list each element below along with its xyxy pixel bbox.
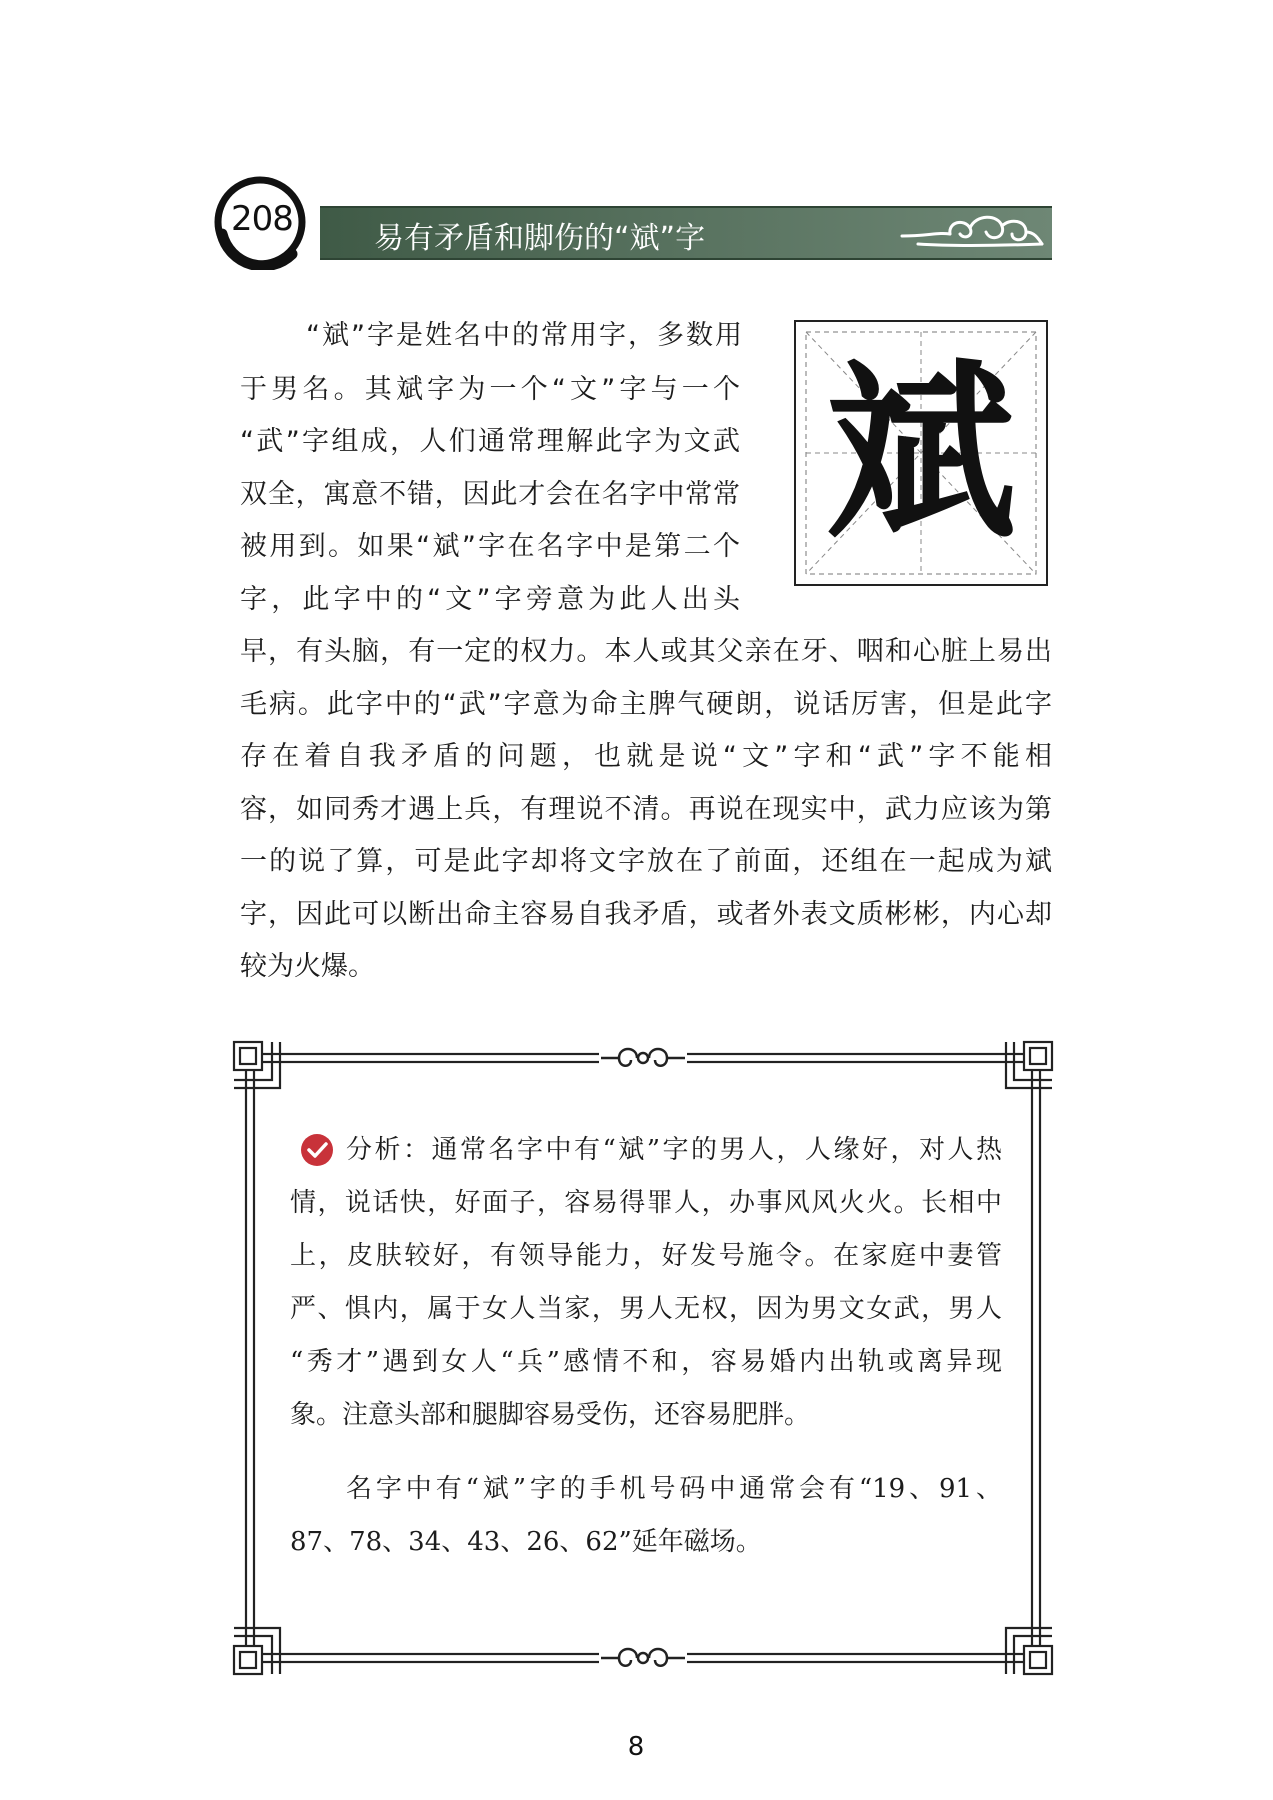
analysis-line: 严、惧内，属于女人当家，男人无权，因为男文女武，男人 (290, 1294, 1002, 1324)
page-number: 8 (627, 1732, 645, 1762)
body-line: 较为火爆。 (240, 951, 375, 982)
chapter-number: 208 (231, 199, 293, 239)
body-line: 毛病。此字中的“武”字意为命主脾气硬朗，说话厉害，但是此字 (240, 689, 1052, 720)
body-line: 早，有头脑，有一定的权力。本人或其父亲在牙、咽和心脏上易出 (240, 636, 1052, 667)
check-circle-icon (300, 1133, 334, 1167)
analysis-line: 情，说话快，好面子，容易得罪人，办事风风火火。长相中 (290, 1188, 1002, 1218)
cloud-ornament-icon (898, 208, 1046, 252)
body-line: 一的说了算，可是此字却将文字放在了前面，还组在一起成为斌 (240, 846, 1052, 877)
featured-character: 斌 (825, 341, 1016, 564)
body-line: 于男名。其斌字为一个“文”字与一个 (240, 374, 740, 405)
body-line: 被用到。如果“斌”字在名字中是第二个 (240, 531, 740, 562)
body-line: 字，因此可以断出命主容易自我矛盾，或者外表文质彬彬，内心却 (240, 899, 1052, 930)
analysis-line: 87、78、34、43、26、62”延年磁场。 (290, 1527, 762, 1557)
body-line: “武”字组成，人们通常理解此字为文武 (240, 426, 740, 457)
body-line: 双全，寓意不错，因此才会在名字中常常 (240, 479, 740, 510)
analysis-line: 上，皮肤较好，有领导能力，好发号施令。在家庭中妻管 (290, 1241, 1002, 1271)
body-line: 存在着自我矛盾的问题，也就是说“文”字和“武”字不能相 (240, 741, 1052, 772)
analysis-line: “秀才”遇到女人“兵”感情不和，容易婚内出轨或离异现 (290, 1347, 1002, 1377)
analysis-line: 名字中有“斌”字的手机号码中通常会有“19、91、 (346, 1474, 1002, 1504)
body-line: “斌”字是姓名中的常用字，多数用 (306, 320, 742, 351)
body-line: 容，如同秀才遇上兵，有理说不清。再说在现实中，武力应该为第 (240, 794, 1052, 825)
analysis-line: 象。注意头部和腿脚容易受伤，还容易肥胖。 (290, 1400, 811, 1430)
body-line: 字，此字中的“文”字旁意为此人出头 (240, 584, 740, 615)
analysis-line: 分析：通常名字中有“斌”字的男人，人缘好，对人热 (346, 1135, 1002, 1165)
chapter-title: 易有矛盾和脚伤的“斌”字 (374, 221, 706, 256)
